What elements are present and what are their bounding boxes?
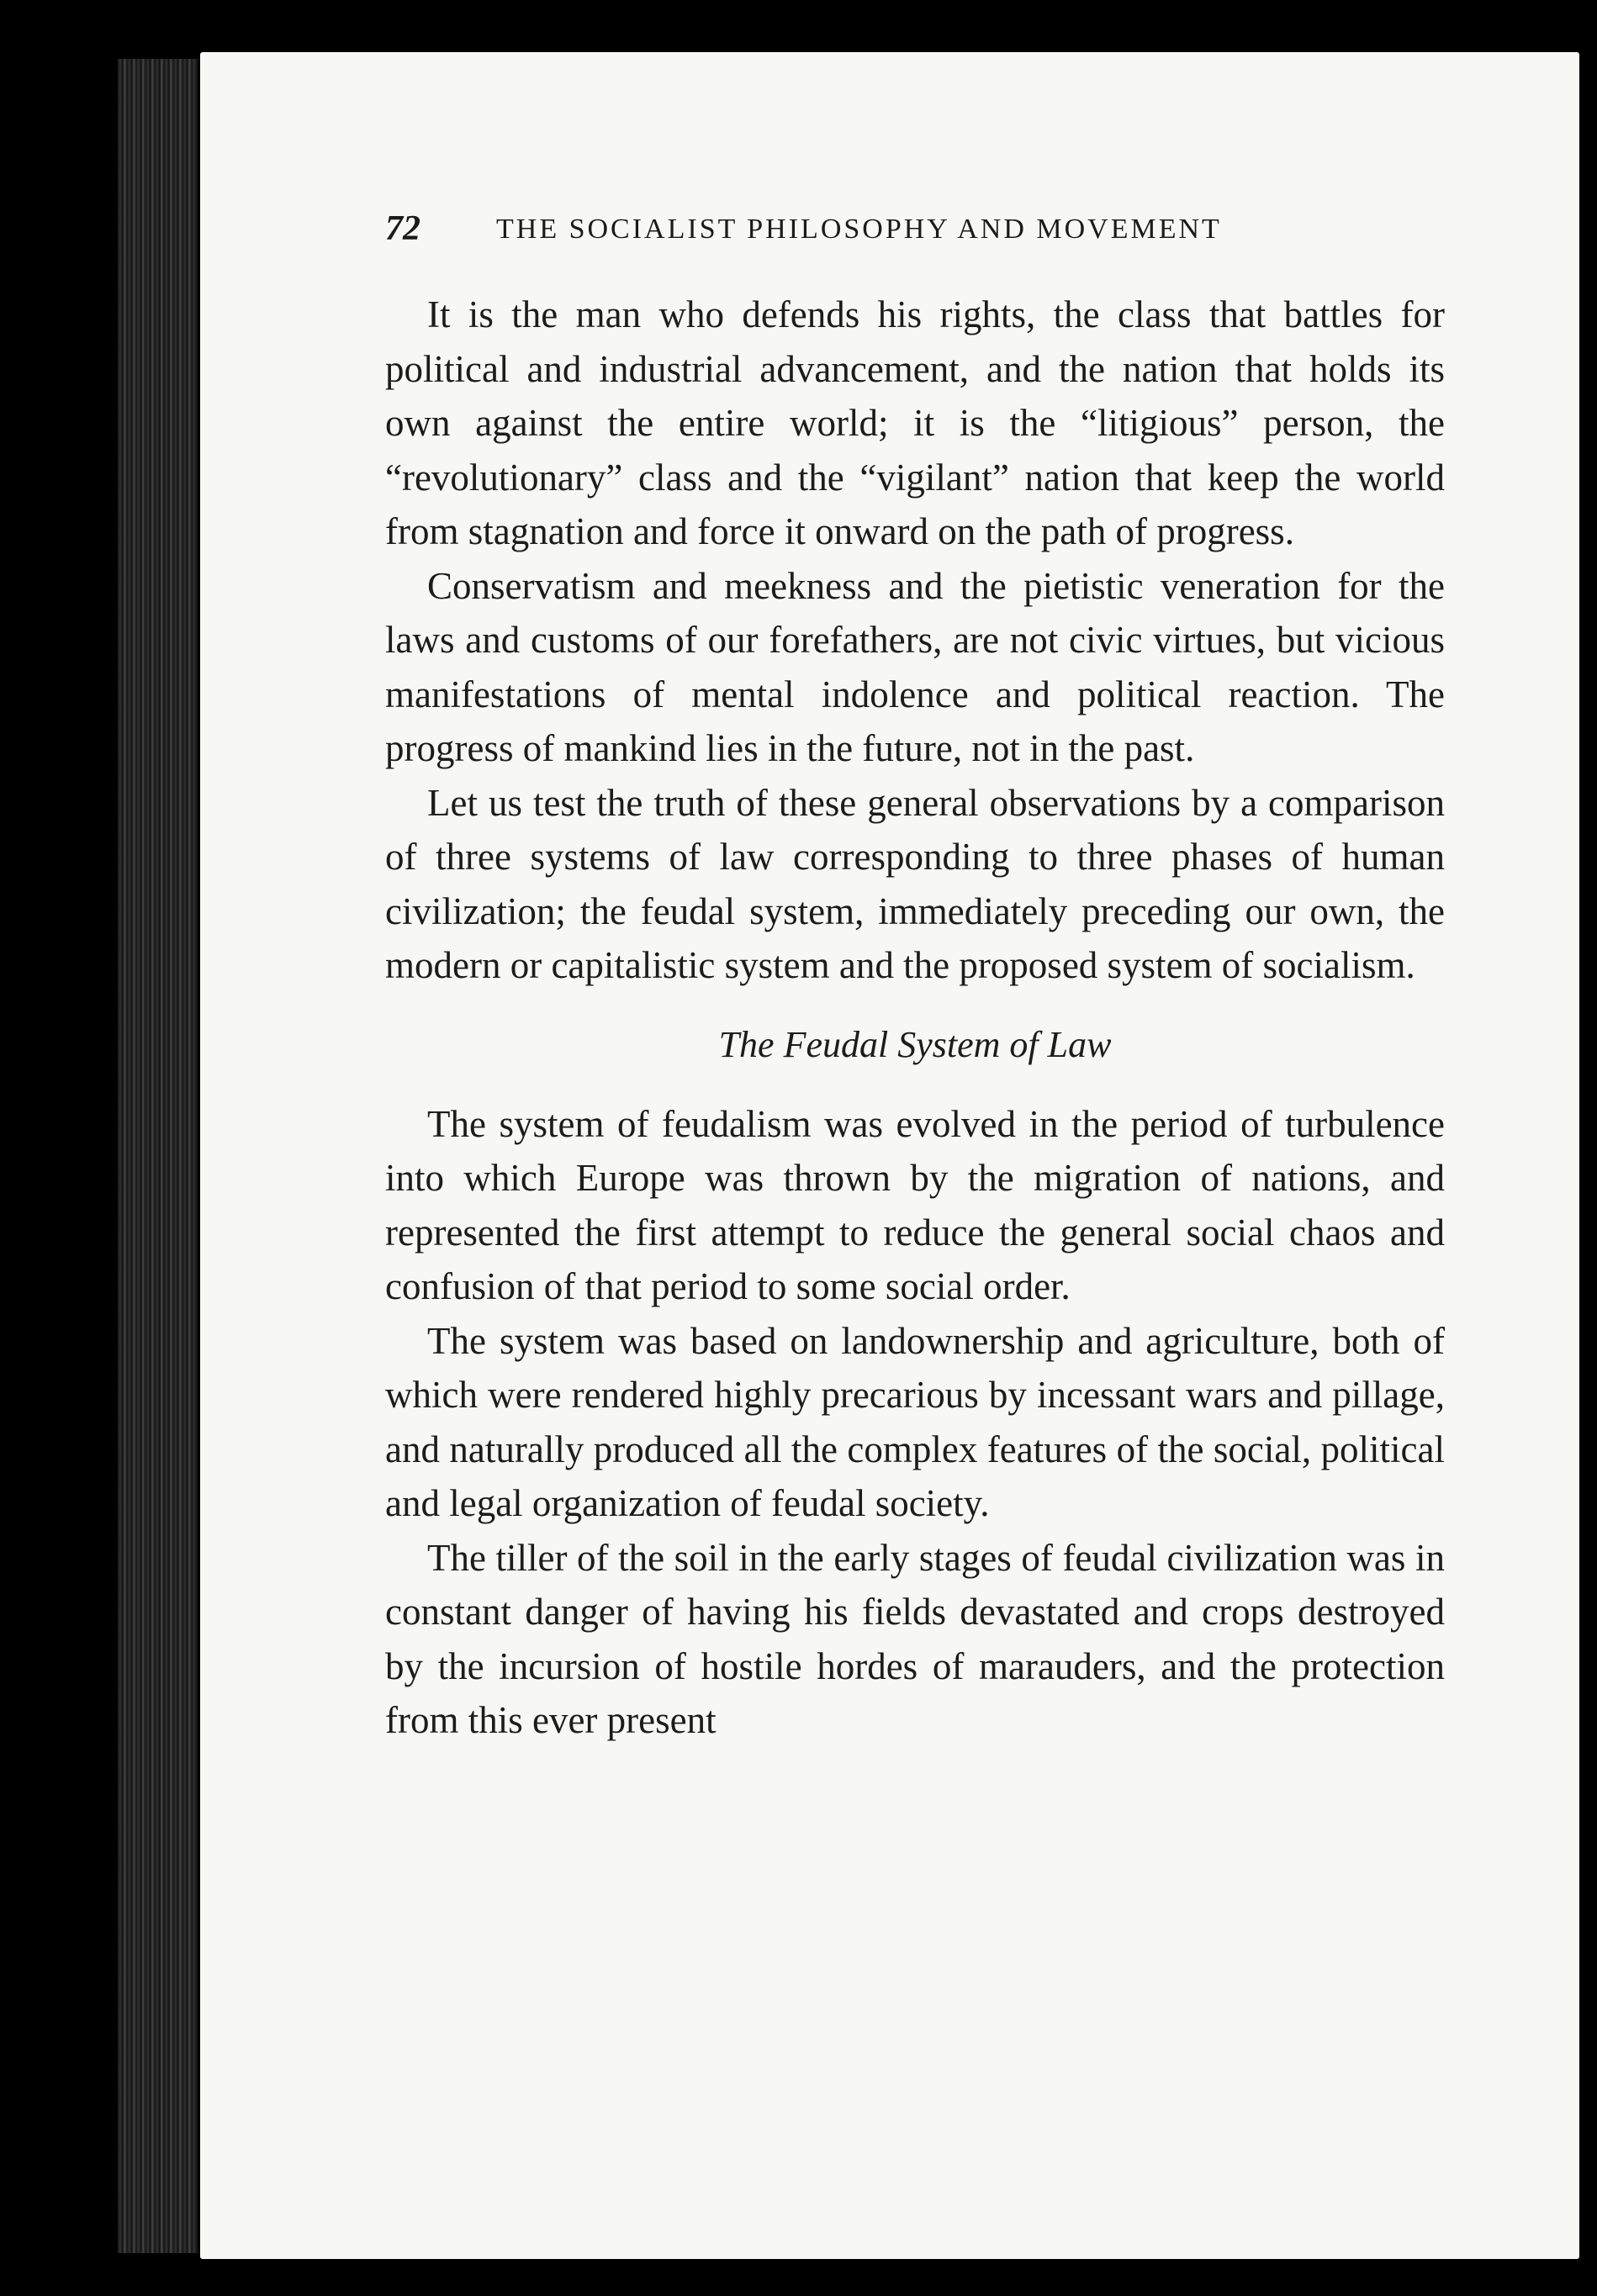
running-head-title: THE SOCIALIST PHILOSOPHY AND MOVEMENT — [496, 214, 1222, 245]
page-body — [385, 288, 1445, 1748]
page-number: 72 — [385, 209, 420, 248]
section-heading: The Feudal System of Law — [718, 1023, 1112, 1065]
paragraph: Conservatism and meekness and the pietistic veneration for the laws and customs of our forefathers, are not civic virtues, but vicious manifestations of mental indolence and political reaction. The progress of mankind lies in the future, not in the past. — [385, 564, 1445, 769]
paragraph: The system of feudalism was evolved in the period of turbulence into which Europe was thrown by the migration of nations, and represented the first attempt to reduce the general social chaos and confusion of that period to some social order. — [385, 1102, 1445, 1307]
paragraph: It is the man who defends his rights, the class that battles for political and industrial advancement, and the nation that holds its own against the entire world; it is the “litigious” person, the “revolutionary” class and the “vigilant” nation that keep the world from stagnation and force it onward on the path of progress. — [385, 293, 1445, 552]
book-binding-edge — [118, 59, 198, 2253]
running-header — [385, 208, 1352, 251]
paragraph: The system was based on landownership and agriculture, both of which were rendered highly precarious by incessant wars and pillage, and naturally produced all the complex features of the social, political and legal organization of feudal society. — [385, 1319, 1445, 1524]
paragraph: The tiller of the soil in the early stages of feudal civilization was in constant danger of having his fields devastated and crops destroyed by the incursion of hostile hordes of marauders, and the protection from this ever present — [385, 1536, 1445, 1741]
paragraph: Let us test the truth of these general observations by a comparison of three systems of law corresponding to three phases of human civilization; the feudal system, immediately preceding our own, the modern or capitalistic system and the proposed system of socialism. — [385, 781, 1445, 986]
